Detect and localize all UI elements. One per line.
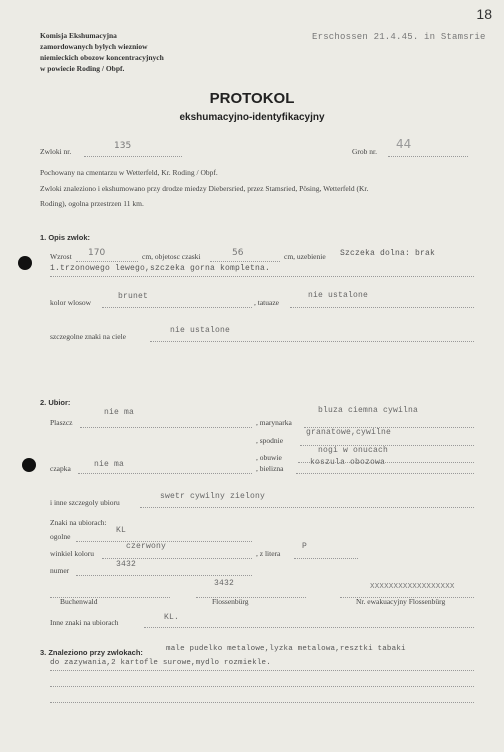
czapka-label: czapka [50, 464, 71, 473]
wzrost-value: 170 [88, 248, 106, 258]
uzebienie-value: Szczeka dolna: brak [340, 249, 436, 258]
section-2-heading: 2. Ubior: [40, 398, 71, 407]
grob-label: Grob nr. [352, 147, 377, 156]
znalezione-text-1: Zwloki znaleziono i ekshumowano przy drodze miedzy Diebersried, przez Stamsried, Pösing, Wetterfeld (Kr. [40, 184, 369, 193]
section-1-heading: 1. Opis zwlok: [40, 233, 91, 242]
ogolne-label: ogolne [50, 532, 71, 541]
obuwie-value: nogi w onucach [318, 446, 389, 455]
znalezione-value-1: male pudelko metalowe,lyzka metalowa,resztki tabaki [166, 645, 406, 653]
grob-value: 44 [396, 137, 412, 151]
kolor-wlosow-value: brunet [118, 292, 149, 301]
document-title: PROTOKOL [209, 90, 295, 107]
organization-header [40, 30, 164, 74]
znalezione-value-2: do zazywania,2 kartofle surowe,mydlo rozmiekle. [50, 659, 271, 667]
spodnie-label: , spodnie [256, 436, 284, 445]
flossenburg-number: 3432 [214, 579, 235, 588]
marynarka-value: bluza ciemna cywilna [318, 406, 419, 415]
inne-szczegoly-value: swetr cywilny zielony [160, 492, 266, 501]
execution-stamp: Erschossen 21.4.45. in Stamsrie [312, 32, 486, 42]
kolor-wlosow-label: kolor wlosow [50, 298, 92, 307]
camp-evacuation-number: Nr. ewakuacyjny Flossenbürg [356, 597, 446, 606]
bielizna-value: koszula obozowa [310, 458, 386, 467]
pochowany-text: Pochowany na cmentarzu w Wetterfeld, Kr. Roding / Obpf. [40, 168, 218, 177]
inne-szczegoly-label: i inne szczegoly ubioru [50, 498, 120, 507]
page-number: 18 [476, 6, 492, 22]
camp-buchenwald: Buchenwald [60, 597, 98, 606]
ogolne-value: KL [116, 526, 127, 535]
marynarka-label: , marynarka [256, 418, 292, 427]
tatuaze-label: , tatuaze [254, 298, 279, 307]
uzebienie-continuation: 1.trzonowego lewego,szczeka gorna kompletna. [50, 264, 271, 273]
spodnie-value: granatowe,cywilne [306, 428, 392, 437]
zwloki-value: 135 [114, 141, 132, 151]
inne-znaki-label: Inne znaki na ubiorach [50, 618, 119, 627]
bielizna-label: , bielizna [256, 464, 284, 473]
numer-value: 3432 [116, 560, 137, 569]
plaszcz-label: Plaszcz [50, 418, 73, 427]
camp3-strikeout: XXXXXXXXXXXXXXXXXX [370, 583, 455, 591]
czaska-value: 56 [232, 248, 244, 258]
zwloki-label: Zwloki nr. [40, 147, 72, 156]
inne-znaki-value: KL. [164, 613, 180, 622]
org-line-3: niemieckich obozow koncentracyjnych [40, 53, 164, 62]
punch-hole-top [18, 256, 32, 270]
punch-hole-bottom [22, 458, 36, 472]
org-line-4: w powiecie Roding / Obpf. [40, 64, 125, 73]
znalezione-text-2: Roding), ogolna przestrzen 11 km. [40, 199, 144, 208]
winkiel-label: winkiel koloru [50, 549, 94, 558]
obuwie-label: , obuwie [256, 453, 282, 462]
numer-label: numer [50, 566, 70, 575]
szczegolne-znaki-label: szczegolne znaki na ciele [50, 332, 126, 341]
wzrost-label: Wzrost [50, 252, 72, 261]
camp-flossenburg: Flossenbürg [212, 597, 249, 606]
org-line-2: zamordowanych bylych wiezniow [40, 42, 148, 51]
tatuaze-value: nie ustalone [308, 291, 369, 300]
plaszcz-value: nie ma [104, 408, 135, 417]
czapka-value: nie ma [94, 460, 125, 469]
znaki-na-ubiorach-heading: Znaki na ubiorach: [50, 518, 107, 527]
litera-value: P [302, 542, 308, 551]
document-subtitle: ekshumacyjno-identyfikacyjny [179, 112, 325, 123]
szczegolne-znaki-value: nie ustalone [170, 326, 231, 335]
org-line-1: Komisja Ekshumacyjna [40, 31, 117, 40]
litera-label: , z litera [256, 549, 281, 558]
section-3-heading: 3. Znaleziono przy zwlokach: [40, 648, 143, 657]
uzebienie-label: cm, uzebienie [284, 252, 326, 261]
objetosc-label: cm, objetosc czaski [142, 252, 201, 261]
winkiel-value: czerwony [126, 542, 167, 551]
